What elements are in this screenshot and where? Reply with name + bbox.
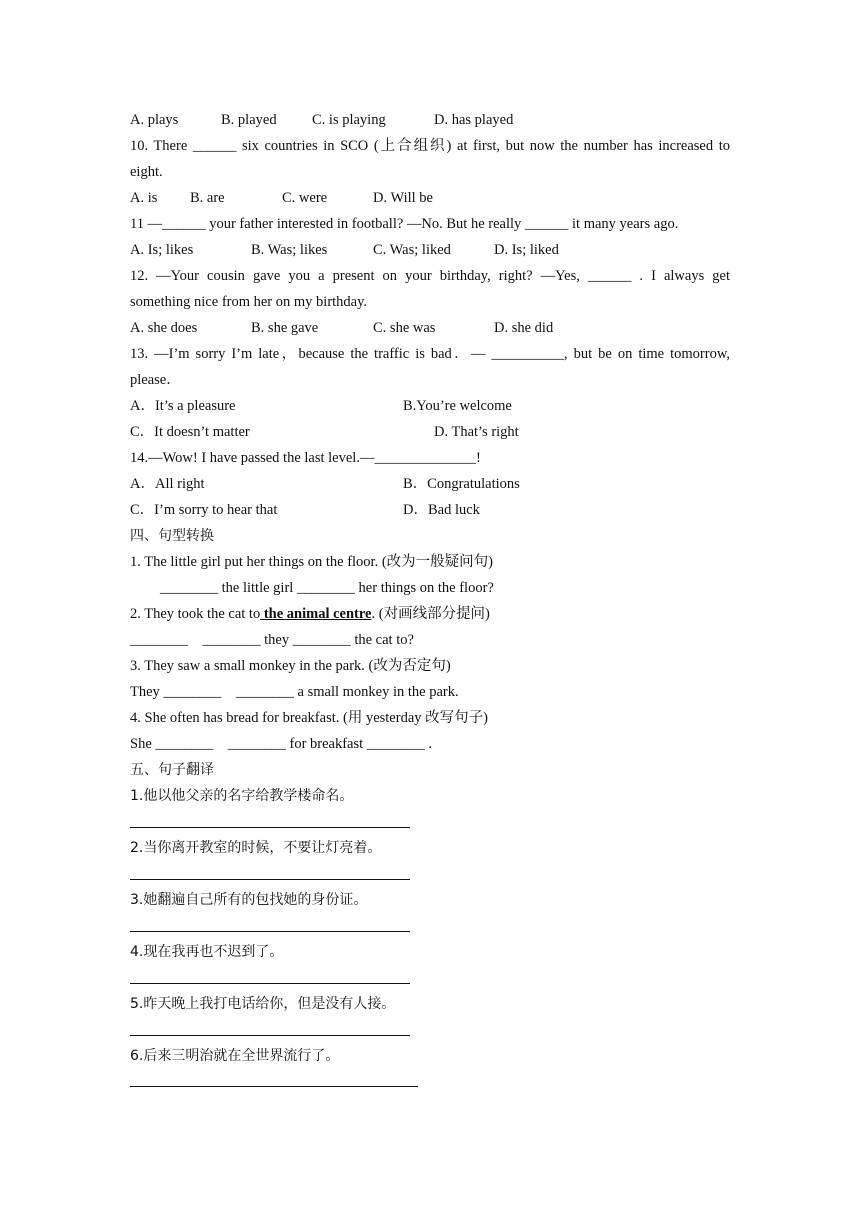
q12-question-line2: something nice from her on my birthday. <box>130 294 368 310</box>
translation-item-4: 4.现在我再也不迟到了。 <box>130 944 284 960</box>
translation-item-1: 1.他以他父亲的名字给教学楼命名。 <box>130 788 354 804</box>
section5-heading: 五、句子翻译 <box>130 762 214 778</box>
q12-option-d: D. she did <box>494 320 554 336</box>
q14-question: 14.—Wow! I have passed the last level.—______________! <box>130 450 481 466</box>
q14-option-a: A．All right <box>130 476 205 492</box>
q10-question-line2: eight. <box>130 164 163 180</box>
q11-option-c: C. Was; liked <box>373 242 451 258</box>
q9-option-d: D. has played <box>434 112 514 128</box>
answer-line-1 <box>130 827 410 828</box>
q12-option-c: C. she was <box>373 320 436 336</box>
q13-option-d: D. That’s right <box>434 424 519 440</box>
translation-item-6: 6.后来三明治就在全世界流行了。 <box>130 1048 340 1064</box>
answer-line-3 <box>130 931 410 932</box>
transform-2-prompt <box>130 605 490 623</box>
q13-option-a: A．It’s a pleasure <box>130 398 236 414</box>
transform-3-blanks: They ________ ________ a small monkey in the park. <box>130 684 459 700</box>
transform-1-blanks: ________ the little girl ________ her things on the floor? <box>160 580 494 596</box>
q14-option-b: B．Congratulations <box>403 476 520 492</box>
transform-2-text: 2. They took the cat to <box>130 606 261 622</box>
q10-option-b: B. are <box>190 190 225 206</box>
q12-question-line1: 12. —Your cousin gave you a present on your birthday, right? —Yes, ______ . I always get <box>130 268 730 284</box>
q13-question-line2: please． <box>130 372 181 388</box>
q13-option-c: C．It doesn’t matter <box>130 424 250 440</box>
q9-option-c: C. is playing <box>312 112 386 128</box>
transform-2-instruction: . (对画线部分提问) <box>371 606 490 622</box>
q9-option-a: A. plays <box>130 112 179 128</box>
q11-option-d: D. Is; liked <box>494 242 559 258</box>
q13-option-b: B.You’re welcome <box>403 398 512 414</box>
q14-option-c: C．I’m sorry to hear that <box>130 502 278 518</box>
q10-option-c: C. were <box>282 190 328 206</box>
q10-option-a: A. is <box>130 190 158 206</box>
transform-2-blanks: ________ ________ they ________ the cat to? <box>130 632 414 648</box>
q12-option-b: B. she gave <box>251 320 319 336</box>
q10-option-d: D. Will be <box>373 190 433 206</box>
transform-4-prompt: 4. She often has bread for breakfast. (用 yesterday 改写句子) <box>130 710 488 726</box>
transform-4-blanks: She ________ ________ for breakfast ________ . <box>130 736 433 752</box>
q11-option-a: A. Is; likes <box>130 242 194 258</box>
transform-2-underlined-phrase: the animal centre <box>260 606 372 622</box>
answer-line-2 <box>130 879 410 880</box>
transform-1-prompt: 1. The little girl put her things on the floor. (改为一般疑问句) <box>130 554 493 570</box>
q10-question-line1: 10. There ______ six countries in SCO (上合组织) at first, but now the number has increased to <box>130 138 730 154</box>
transform-3-prompt: 3. They saw a small monkey in the park. (改为否定句) <box>130 658 451 674</box>
q11-option-b: B. Was; likes <box>251 242 328 258</box>
q14-option-d: D．Bad luck <box>403 502 480 518</box>
translation-item-5: 5.昨天晚上我打电话给你，但是没有人接。 <box>130 996 396 1012</box>
section4-heading: 四、句型转换 <box>130 528 214 544</box>
q13-question-line1: 13. —I’m sorry I’m late，because the traffic is bad．— __________, but be on time tomorrow, <box>130 346 730 362</box>
q11-question: 11 —______ your father interested in football? —No. But he really ______ it many years ago. <box>130 216 679 232</box>
answer-line-4 <box>130 983 410 984</box>
q9-option-b: B. played <box>221 112 277 128</box>
translation-item-3: 3.她翻遍自己所有的包找她的身份证。 <box>130 892 368 908</box>
q12-option-a: A. she does <box>130 320 198 336</box>
translation-item-2: 2.当你离开教室的时候，不要让灯亮着。 <box>130 840 382 856</box>
answer-line-6 <box>130 1086 418 1087</box>
answer-line-5 <box>130 1035 410 1036</box>
